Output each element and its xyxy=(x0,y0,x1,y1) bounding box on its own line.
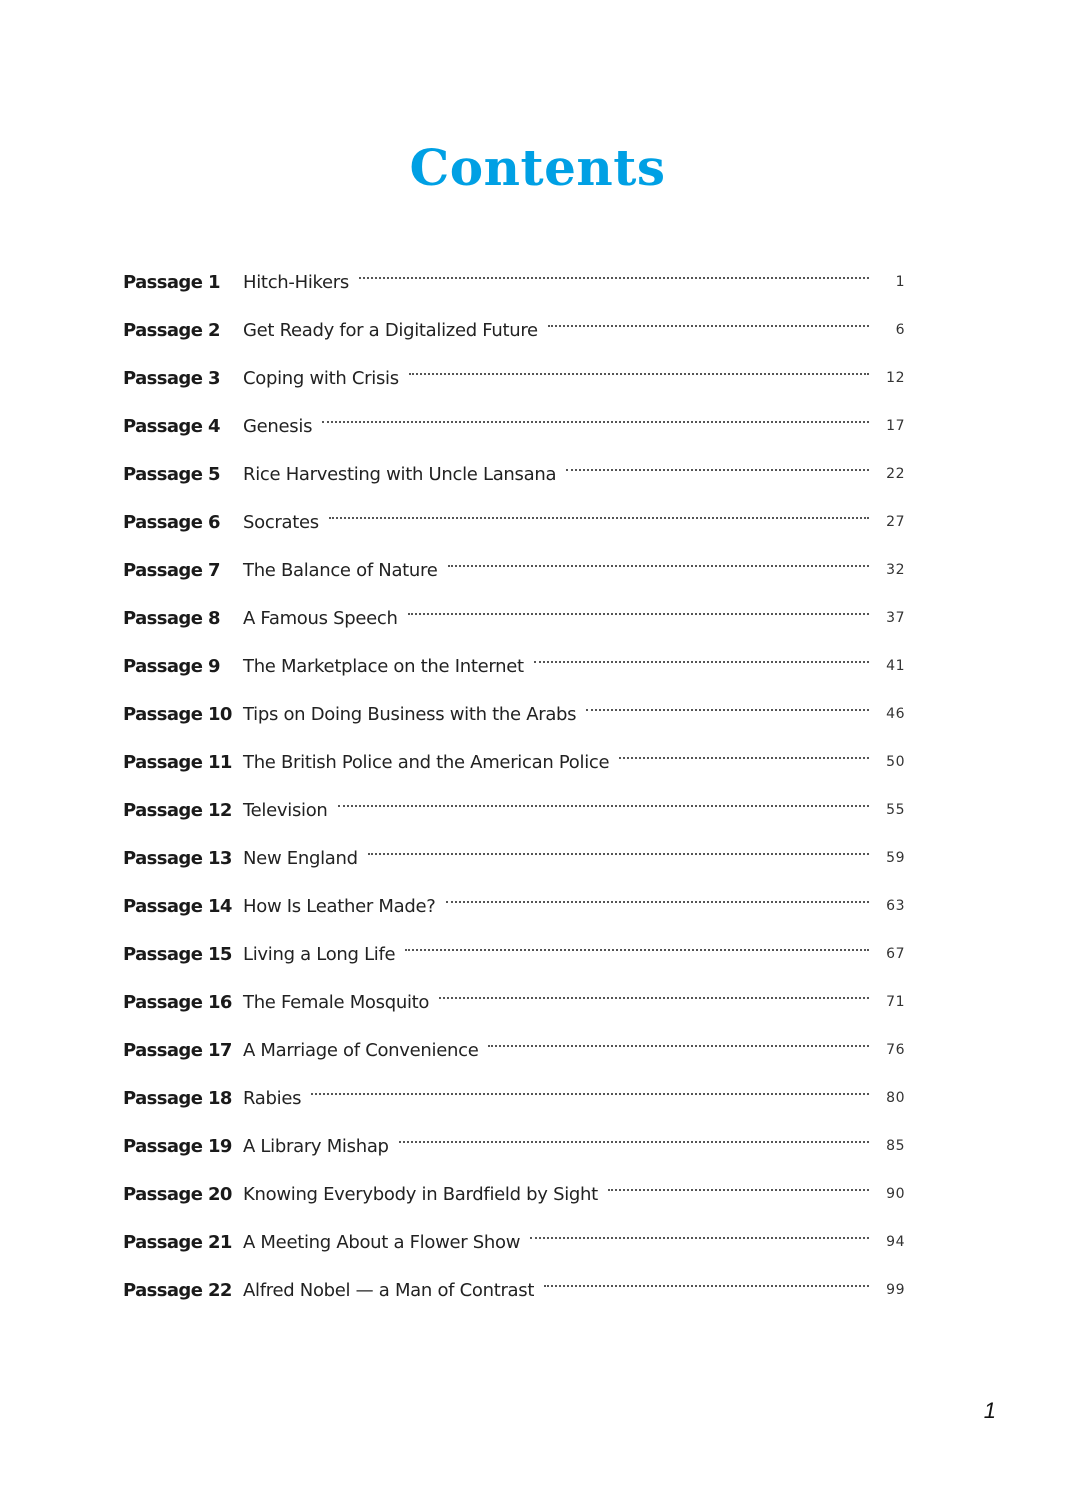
dot-leader xyxy=(399,1141,869,1143)
toc-entry-title: Genesis xyxy=(243,415,313,437)
toc-page-number: 46 xyxy=(886,706,905,722)
toc-page-number: 55 xyxy=(886,802,905,818)
toc-passage-label: Passage 11 xyxy=(123,751,232,773)
dot-leader xyxy=(405,949,869,951)
toc-passage-label: Passage 3 xyxy=(123,367,220,389)
toc-passage-label: Passage 14 xyxy=(123,895,232,917)
dot-leader xyxy=(586,709,869,711)
toc-page-number: 12 xyxy=(886,370,905,386)
toc-entry[interactable] xyxy=(123,266,905,298)
dot-leader xyxy=(448,565,869,567)
toc-page-number: 37 xyxy=(886,610,905,626)
dot-leader xyxy=(488,1045,869,1047)
dot-leader xyxy=(566,469,869,471)
toc-page-number: 71 xyxy=(886,994,905,1010)
toc-passage-label: Passage 13 xyxy=(123,847,232,869)
toc-entry[interactable] xyxy=(123,842,905,874)
toc-passage-label: Passage 1 xyxy=(123,271,220,293)
toc-entry[interactable] xyxy=(123,314,905,346)
toc-passage-label: Passage 6 xyxy=(123,511,220,533)
dot-leader xyxy=(619,757,869,759)
toc-passage-label: Passage 20 xyxy=(123,1183,232,1205)
toc-entry[interactable] xyxy=(123,1082,905,1114)
toc-entry[interactable] xyxy=(123,986,905,1018)
toc-entry-title: Knowing Everybody in Bardfield by Sight xyxy=(243,1183,598,1205)
toc-entry[interactable] xyxy=(123,1130,905,1162)
toc-entry-title: A Marriage of Convenience xyxy=(243,1039,479,1061)
dot-leader xyxy=(530,1237,869,1239)
toc-entry[interactable] xyxy=(123,746,905,778)
toc-entry-title: Alfred Nobel — a Man of Contrast xyxy=(243,1279,535,1301)
dot-leader xyxy=(439,997,869,999)
dot-leader xyxy=(548,325,869,327)
toc-page-number: 1 xyxy=(895,274,905,290)
dot-leader xyxy=(608,1189,869,1191)
toc-passage-label: Passage 4 xyxy=(123,415,220,437)
toc-entry[interactable] xyxy=(123,1274,905,1306)
toc-page-number: 67 xyxy=(886,946,905,962)
toc-entry-title: A Library Mishap xyxy=(243,1135,389,1157)
toc-entry-title: Living a Long Life xyxy=(243,943,396,965)
toc-passage-label: Passage 15 xyxy=(123,943,232,965)
toc-page-number: 22 xyxy=(886,466,905,482)
dot-leader xyxy=(338,805,869,807)
toc-entry[interactable] xyxy=(123,938,905,970)
toc-entry[interactable] xyxy=(123,554,905,586)
toc-passage-label: Passage 10 xyxy=(123,703,232,725)
toc-page-number: 99 xyxy=(886,1282,905,1298)
page-title: Contents xyxy=(409,138,666,197)
toc-entry-title: A Meeting About a Flower Show xyxy=(243,1231,521,1253)
toc-passage-label: Passage 8 xyxy=(123,607,220,629)
toc-passage-label: Passage 19 xyxy=(123,1135,232,1157)
toc-entry-title: Get Ready for a Digitalized Future xyxy=(243,319,538,341)
dot-leader xyxy=(329,517,869,519)
toc-entry-title: The Female Mosquito xyxy=(243,991,430,1013)
toc-page-number: 50 xyxy=(886,754,905,770)
toc-page-number: 90 xyxy=(886,1186,905,1202)
toc-passage-label: Passage 7 xyxy=(123,559,220,581)
toc-entry[interactable] xyxy=(123,794,905,826)
toc-passage-label: Passage 9 xyxy=(123,655,220,677)
toc-passage-label: Passage 5 xyxy=(123,463,220,485)
dot-leader xyxy=(368,853,869,855)
table-of-contents xyxy=(123,266,905,1322)
toc-entry-title: The Marketplace on the Internet xyxy=(243,655,524,677)
toc-passage-label: Passage 2 xyxy=(123,319,220,341)
toc-page-number: 32 xyxy=(886,562,905,578)
toc-entry[interactable] xyxy=(123,602,905,634)
toc-passage-label: Passage 12 xyxy=(123,799,232,821)
toc-entry-title: Rice Harvesting with Uncle Lansana xyxy=(243,463,557,485)
dot-leader xyxy=(544,1285,869,1287)
toc-entry-title: Coping with Crisis xyxy=(243,367,399,389)
toc-page-number: 94 xyxy=(886,1234,905,1250)
toc-page-number: 63 xyxy=(886,898,905,914)
toc-passage-label: Passage 21 xyxy=(123,1231,232,1253)
toc-entry[interactable] xyxy=(123,650,905,682)
toc-page-number: 17 xyxy=(886,418,905,434)
toc-passage-label: Passage 22 xyxy=(123,1279,232,1301)
toc-page-number: 27 xyxy=(886,514,905,530)
toc-passage-label: Passage 18 xyxy=(123,1087,232,1109)
page-number: 1 xyxy=(983,1398,996,1423)
toc-entry-title: Tips on Doing Business with the Arabs xyxy=(243,703,577,725)
toc-entry-title: Television xyxy=(243,799,328,821)
toc-entry[interactable] xyxy=(123,410,905,442)
dot-leader xyxy=(322,421,869,423)
toc-page-number: 80 xyxy=(886,1090,905,1106)
toc-page-number: 41 xyxy=(886,658,905,674)
toc-entry[interactable] xyxy=(123,698,905,730)
dot-leader xyxy=(446,901,870,903)
toc-entry-title: New England xyxy=(243,847,358,869)
toc-entry[interactable] xyxy=(123,362,905,394)
toc-entry[interactable] xyxy=(123,506,905,538)
toc-page-number: 6 xyxy=(895,322,905,338)
toc-page-number: 59 xyxy=(886,850,905,866)
dot-leader xyxy=(408,613,869,615)
dot-leader xyxy=(311,1093,869,1095)
toc-entry[interactable] xyxy=(123,1178,905,1210)
toc-entry[interactable] xyxy=(123,1034,905,1066)
dot-leader xyxy=(409,373,869,375)
dot-leader xyxy=(359,277,869,279)
toc-entry-title: The Balance of Nature xyxy=(243,559,438,581)
toc-entry-title: Rabies xyxy=(243,1087,302,1109)
toc-entry[interactable] xyxy=(123,890,905,922)
toc-entry-title: A Famous Speech xyxy=(243,607,398,629)
toc-entry-title: How Is Leather Made? xyxy=(243,895,436,917)
dot-leader xyxy=(534,661,869,663)
toc-entry-title: The British Police and the American Police xyxy=(243,751,610,773)
toc-passage-label: Passage 16 xyxy=(123,991,232,1013)
toc-passage-label: Passage 17 xyxy=(123,1039,232,1061)
toc-page-number: 85 xyxy=(886,1138,905,1154)
toc-entry-title: Socrates xyxy=(243,511,319,533)
toc-entry[interactable] xyxy=(123,1226,905,1258)
toc-entry-title: Hitch-Hikers xyxy=(243,271,349,293)
toc-entry[interactable] xyxy=(123,458,905,490)
toc-page-number: 76 xyxy=(886,1042,905,1058)
